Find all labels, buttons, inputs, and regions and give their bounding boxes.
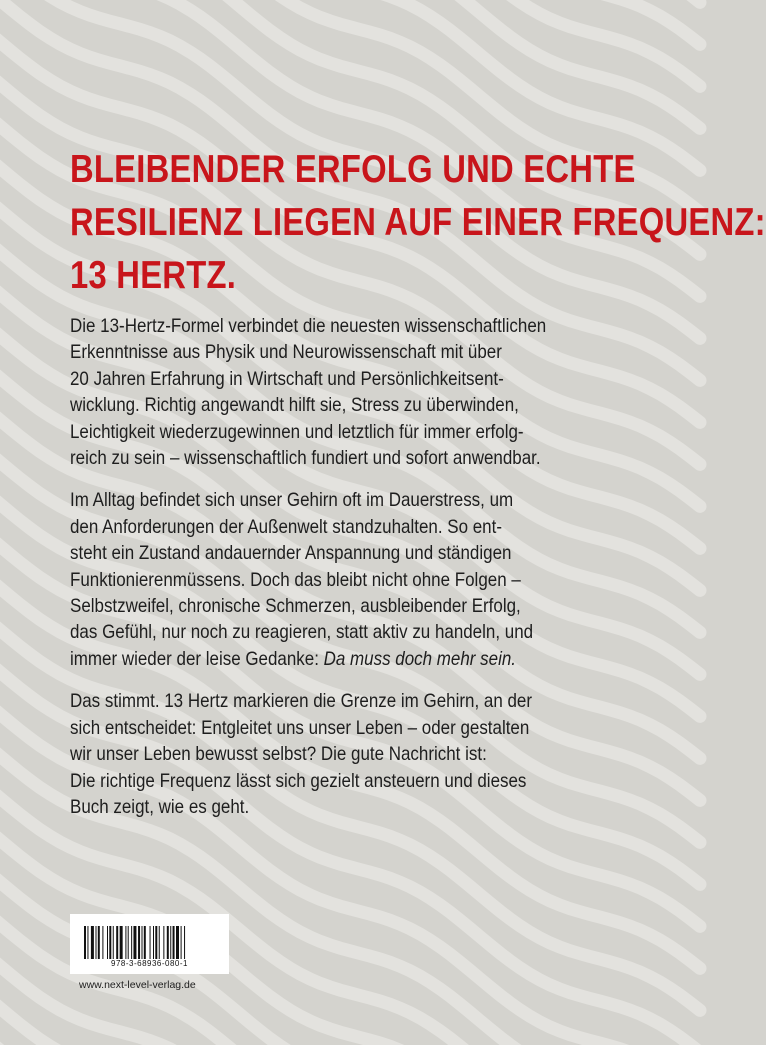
text-line-start: immer wieder der leise Gedanke: xyxy=(70,647,324,670)
text-line: Im Alltag befindet sich unser Gehirn oft im Dauerstress, um xyxy=(70,489,514,512)
headline-line: 13 HERTZ. xyxy=(70,254,237,297)
text-line: Funktionierenmüssens. Doch das bleibt nicht ohne Folgen – xyxy=(70,568,521,591)
paragraph-problem xyxy=(70,487,592,672)
text-line: Leichtigkeit wiederzugewinnen und letztlich für immer erfolg- xyxy=(70,420,524,443)
text-line: wir unser Leben bewusst selbst? Die gute Nachricht ist: xyxy=(70,743,487,766)
text-line: Das stimmt. 13 Hertz markieren die Grenze im Gehirn, an der xyxy=(70,690,532,713)
text-line: reich zu sein – wissenschaftlich fundiert und sofort anwendbar. xyxy=(70,447,541,470)
text-line: Selbstzweifel, chronische Schmerzen, ausbleibender Erfolg, xyxy=(70,595,521,618)
publisher-url: www.next-level-verlag.de xyxy=(79,979,196,991)
paragraph-intro xyxy=(70,313,592,471)
text-line: 20 Jahren Erfahrung in Wirtschaft und Persönlichkeitsent- xyxy=(70,367,504,390)
barcode xyxy=(70,914,229,974)
headline-line: BLEIBENDER ERFOLG UND ECHTE xyxy=(70,148,636,191)
text-line: Erkenntnisse aus Physik und Neurowissenschaft mit über xyxy=(70,341,502,364)
headline xyxy=(70,143,766,302)
italic-thought: Da muss doch mehr sein. xyxy=(323,647,516,670)
paragraph-solution xyxy=(70,688,592,820)
text-line: wicklung. Richtig angewandt hilft sie, Stress zu überwinden, xyxy=(70,394,519,417)
text-line: den Anforderungen der Außenwelt standzuhalten. So ent- xyxy=(70,515,502,538)
headline-line: RESILIENZ LIEGEN AUF EINER FREQUENZ: xyxy=(70,201,766,244)
text-line: Die richtige Frequenz lässt sich gezielt ansteuern und dieses xyxy=(70,769,527,792)
text-line: Die 13-Hertz-Formel verbindet die neuesten wissenschaftlichen xyxy=(70,315,547,337)
text-line xyxy=(70,646,592,672)
text-line: Buch zeigt, wie es geht. xyxy=(70,795,250,818)
isbn-number: 978-3-68936-080-1 xyxy=(111,959,188,968)
text-line: sich entscheidet: Entgleitet uns unser Leben – oder gestalten xyxy=(70,716,530,739)
text-line: das Gefühl, nur noch zu reagieren, statt aktiv zu handeln, und xyxy=(70,621,534,644)
text-line: steht ein Zustand andauernder Anspannung und ständigen xyxy=(70,542,512,565)
blurb-text xyxy=(70,313,592,836)
barcode-bars xyxy=(84,926,214,959)
